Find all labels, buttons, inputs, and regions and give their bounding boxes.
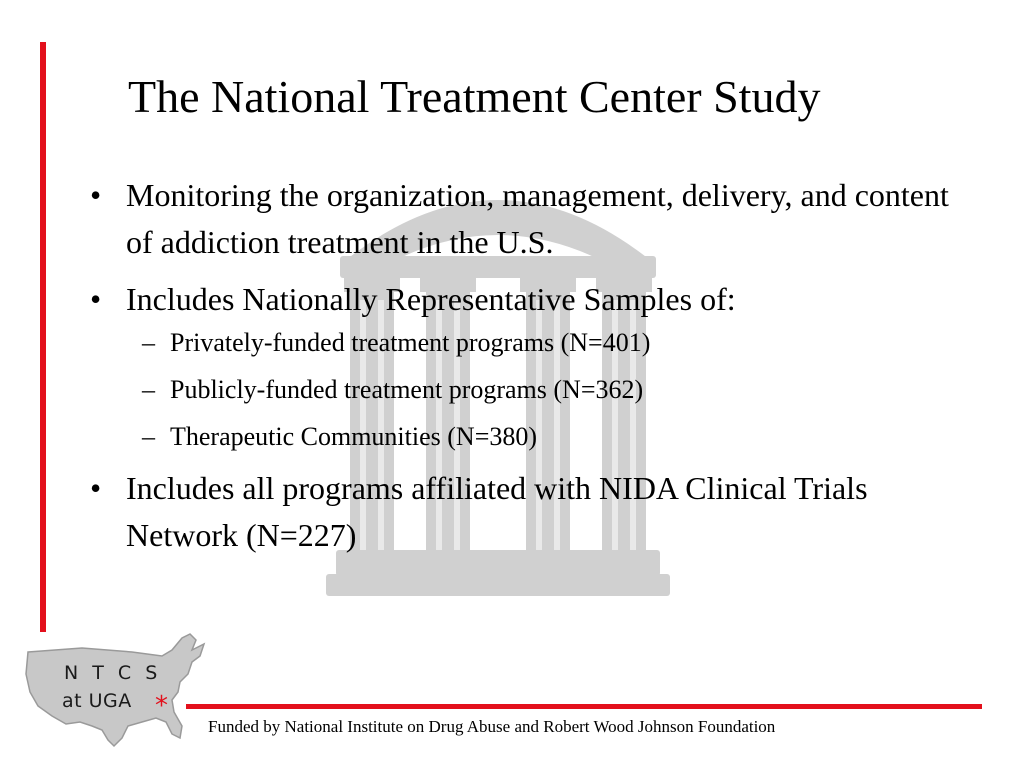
bullet-item <box>90 465 950 559</box>
sub-list-container <box>90 323 950 457</box>
bullet-list <box>90 172 950 569</box>
logo-line1: N T C S <box>64 662 162 684</box>
sub-list-item <box>90 370 950 410</box>
bullet-item <box>90 172 950 266</box>
sub-marker: – <box>142 422 155 451</box>
sub-item-text: Therapeutic Communities (N=380) <box>170 422 538 451</box>
sub-marker: – <box>142 328 155 357</box>
footer-divider <box>186 704 982 709</box>
sub-list <box>90 323 950 457</box>
sub-item-text: Privately-funded treatment programs (N=401) <box>170 328 651 357</box>
sub-list-item <box>90 323 950 363</box>
bullet-marker: • <box>90 470 102 506</box>
bullet-text: Includes all programs affiliated with NIDA Clinical Trials Network (N=227) <box>126 470 868 553</box>
sub-item-text: Publicly-funded treatment programs (N=362) <box>170 375 644 404</box>
bullet-text: Includes Nationally Representative Samples of: <box>126 281 736 317</box>
left-accent-bar <box>40 42 46 632</box>
bullet-item <box>90 276 950 323</box>
bullet-marker: • <box>90 281 102 317</box>
bullet-marker: • <box>90 177 102 213</box>
sub-marker: – <box>142 375 155 404</box>
logo-line2: at UGA <box>62 690 132 712</box>
sub-list-item <box>90 417 950 457</box>
bullet-text: Monitoring the organization, management, delivery, and content of addiction treatment in the U.S. <box>126 177 949 260</box>
logo-star: * <box>155 691 168 721</box>
footer-text: Funded by National Institute on Drug Abuse and Robert Wood Johnson Foundation <box>208 717 776 736</box>
slide-title: The National Treatment Center Study <box>128 71 821 122</box>
